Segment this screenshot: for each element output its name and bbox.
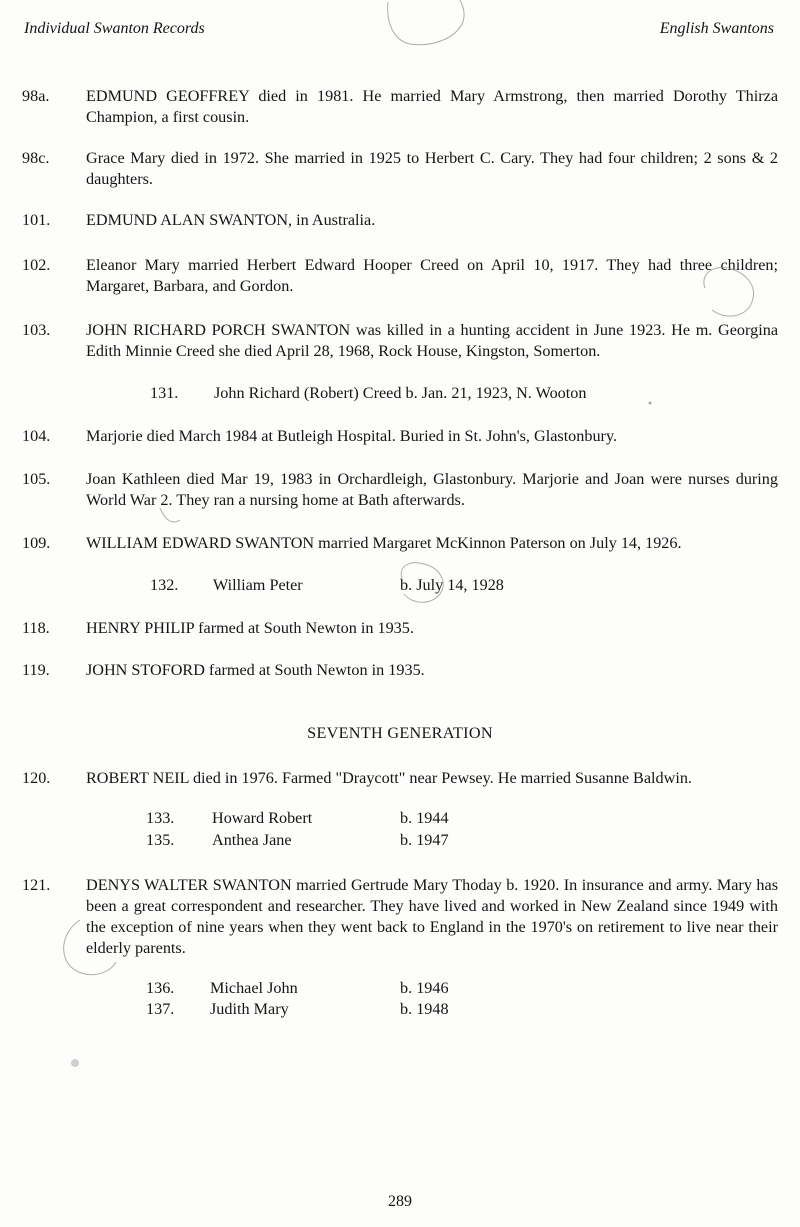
record-text: HENRY PHILIP farmed at South Newton in 1935.: [86, 619, 414, 637]
child-name: Judith Mary: [210, 1000, 289, 1018]
record-number: 105.: [22, 470, 51, 488]
record-text: WILLIAM EDWARD SWANTON married Margaret McKinnon Paterson on July 14, 1926.: [86, 534, 682, 552]
page-number: 289: [388, 1193, 412, 1210]
child-birth: b. 1947: [400, 831, 449, 849]
child-name: Michael John: [210, 979, 298, 997]
record-number: 119.: [22, 661, 50, 679]
child-number: 137.: [146, 1000, 175, 1018]
record-text: DENYS WALTER SWANTON married Gertrude Mary Thoday b. 1920. In insurance and army. Mary has been a great correspondent and researcher. They have lived and worked in New Zealand since 1949 with the exception of nine years when they went back to England in the 1970's on retirement to live near their elderly parents.: [86, 876, 778, 957]
record-number: 120.: [22, 769, 51, 787]
record-entry: [22, 875, 778, 959]
child-number: 136.: [146, 979, 175, 997]
child-name: Howard Robert: [212, 809, 313, 827]
child-birth: b. 1946: [400, 979, 449, 997]
record-entry: [22, 618, 778, 639]
child-birth: b. 1944: [400, 809, 449, 827]
record-text: JOHN RICHARD PORCH SWANTON was killed in a hunting accident in June 1923. He m. Georgina Edith Minnie Creed she died April 28, 1968, Rock House, Kingston, Somerton.: [86, 321, 778, 360]
record-text: ROBERT NEIL died in 1976. Farmed "Draycott" near Pewsey. He married Susanne Baldwin.: [86, 769, 692, 787]
running-header-right: English Swantons: [659, 20, 774, 37]
record-text: Eleanor Mary married Herbert Edward Hooper Creed on April 10, 1917. They had three children; Margaret, Barbara, and Gordon.: [86, 256, 778, 295]
child-number: 132.: [150, 576, 179, 594]
record-entry: [22, 469, 778, 511]
child-name: Anthea Jane: [212, 831, 292, 849]
record-text: Joan Kathleen died Mar 19, 1983 in Orchardleigh, Glastonbury. Marjorie and Joan were nurses during World War 2. They ran a nursing home at Bath afterwards.: [86, 470, 778, 509]
record-entry: [22, 86, 778, 128]
child-birth: b. 1948: [400, 1000, 449, 1018]
record-number: 103.: [22, 321, 51, 339]
record-entry: [22, 148, 778, 190]
record-entry: [22, 210, 778, 231]
record-text: JOHN STOFORD farmed at South Newton in 1935.: [86, 661, 425, 679]
record-number: 98c.: [22, 149, 50, 167]
record-entry: [22, 255, 778, 297]
child-number: 133.: [146, 809, 175, 827]
record-entry: [22, 533, 778, 554]
paper-spot: [71, 1059, 79, 1067]
record-entry: [22, 426, 778, 447]
record-entry: [22, 768, 778, 789]
record-number: 104.: [22, 427, 51, 445]
record-number: 121.: [22, 876, 51, 894]
record-number: 118.: [22, 619, 50, 637]
running-header-left: Individual Swanton Records: [24, 20, 205, 37]
record-number: 109.: [22, 534, 51, 552]
generation-heading: SEVENTH GENERATION: [307, 724, 493, 742]
paper-spot: [649, 402, 652, 405]
child-name: John Richard (Robert) Creed b. Jan. 21, 1923, N. Wooton: [214, 384, 587, 402]
record-number: 101.: [22, 211, 51, 229]
child-birth: b. July 14, 1928: [400, 576, 504, 594]
record-text: Marjorie died March 1984 at Butleigh Hospital. Buried in St. John's, Glastonbury.: [86, 427, 618, 445]
child-number: 135.: [146, 831, 175, 849]
child-name: William Peter: [213, 576, 303, 594]
record-number: 102.: [22, 256, 51, 274]
pencil-scribble-top: [388, 0, 464, 45]
record-text: Grace Mary died in 1972. She married in 1925 to Herbert C. Cary. They had four children; 2 sons & 2 daughters.: [86, 149, 778, 188]
record-text: EDMUND GEOFFREY died in 1981. He married Mary Armstrong, then married Dorothy Thirza Champion, a first cousin.: [86, 87, 778, 126]
record-entry: [22, 660, 778, 681]
record-text: EDMUND ALAN SWANTON, in Australia.: [86, 211, 376, 229]
child-number: 131.: [150, 384, 179, 402]
record-number: 98a.: [22, 87, 50, 105]
record-entry: [22, 320, 778, 362]
